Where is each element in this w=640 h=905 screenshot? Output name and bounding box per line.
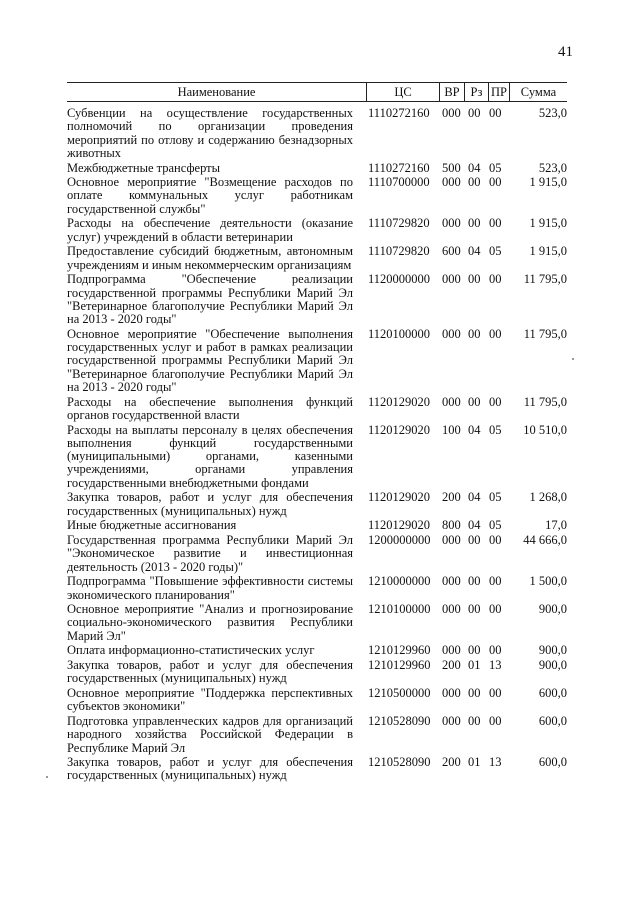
table-row	[67, 519, 571, 532]
row-rz: 00	[468, 574, 481, 589]
row-sum: 17,0	[545, 518, 567, 533]
row-sum: 900,0	[538, 643, 567, 658]
row-pr: 13	[489, 755, 502, 770]
row-vr: 600	[442, 244, 461, 259]
row-vr: 000	[442, 106, 461, 120]
row-sum: 1 915,0	[529, 216, 567, 231]
row-pr: 00	[489, 685, 502, 700]
row-pr: 00	[489, 394, 502, 409]
row-name: Оплата информационно-статистических услуг	[67, 643, 315, 658]
row-sum: 11 795,0	[523, 394, 567, 409]
table-row	[67, 644, 571, 657]
row-pr: 05	[489, 422, 502, 437]
page-number: 41	[558, 44, 573, 60]
row-name: Закупка товаров, работ и услуг для обеспечения государственных (муниципальных) нужд	[67, 755, 353, 783]
table-row	[67, 176, 571, 216]
row-sum: 1 500,0	[529, 574, 567, 589]
row-sum: 10 510,0	[523, 422, 567, 437]
row-vr: 100	[442, 422, 461, 437]
row-rz: 00	[468, 532, 481, 547]
row-rz: 00	[468, 394, 481, 409]
table-row	[67, 603, 571, 643]
row-vr: 000	[442, 643, 461, 658]
scan-speck	[572, 358, 574, 360]
row-rz: 04	[468, 518, 481, 533]
table-row	[67, 575, 571, 602]
row-pr: 00	[489, 175, 502, 190]
header-name: Наименование	[67, 83, 367, 101]
row-sum: 1 268,0	[529, 490, 567, 505]
row-sum: 523,0	[538, 160, 567, 175]
table-row	[67, 162, 571, 175]
row-rz: 00	[468, 685, 481, 700]
row-sum: 900,0	[538, 602, 567, 617]
row-name: Расходы на обеспечение деятельности (оказание услуг) учреждений в области ветеринарии	[67, 216, 353, 244]
table-row	[67, 756, 571, 783]
row-pr: 00	[489, 713, 502, 728]
row-cs: 1110700000	[368, 175, 430, 190]
row-rz: 00	[468, 326, 481, 341]
row-pr: 05	[489, 160, 502, 175]
row-name: Подпрограмма "Обеспечение реализации государственной программы Республики Марий Эл "Ветеринарное благополучие Республики Марий Эл на 2013 - 2020 годы"	[67, 272, 353, 327]
row-sum: 900,0	[538, 658, 567, 673]
row-sum: 600,0	[538, 755, 567, 770]
row-name: Расходы на выплаты персоналу в целях обеспечения выполнения функций государственными (муниципальными) органами, казенными учреждениями, органами управления государственными внебюджетными фондами	[67, 422, 353, 490]
row-cs: 1210129960	[368, 658, 431, 673]
row-sum: 1 915,0	[529, 244, 567, 259]
row-sum: 600,0	[538, 685, 567, 700]
row-rz: 00	[468, 713, 481, 728]
row-name: Закупка товаров, работ и услуг для обеспечения государственных (муниципальных) нужд	[67, 490, 353, 518]
row-vr: 000	[442, 326, 461, 341]
row-rz: 00	[468, 175, 481, 190]
row-vr: 000	[442, 532, 461, 547]
row-pr: 00	[489, 574, 502, 589]
row-sum: 523,0	[538, 106, 567, 120]
row-cs: 1120129020	[368, 490, 431, 505]
row-sum: 1 915,0	[529, 175, 567, 190]
row-rz: 01	[468, 658, 481, 673]
row-vr: 500	[442, 160, 461, 175]
row-pr: 00	[489, 106, 502, 120]
row-cs: 1120129020	[368, 394, 431, 409]
row-name: Предоставление субсидий бюджетным, автономным учреждениям и иным некоммерческим организациям	[67, 244, 353, 272]
row-cs: 1120100000	[368, 326, 431, 341]
row-cs: 1200000000	[368, 532, 431, 547]
row-vr: 000	[442, 602, 461, 617]
row-cs: 1110729820	[368, 244, 430, 259]
row-cs: 1110272160	[368, 106, 430, 120]
header-vr: ВР	[440, 83, 465, 101]
header-rz: Рз	[465, 83, 489, 101]
table-row	[67, 687, 571, 714]
row-sum: 11 795,0	[523, 272, 567, 287]
row-name: Иные бюджетные ассигнования	[67, 518, 237, 533]
row-vr: 200	[442, 755, 461, 770]
table-row	[67, 424, 571, 490]
table-row	[67, 107, 571, 160]
row-name: Субвенции на осуществление государственных полномочий по организации проведения мероприятий по отлову и содержанию безнадзорных животных	[67, 106, 353, 160]
row-sum: 11 795,0	[523, 326, 567, 341]
row-pr: 00	[489, 602, 502, 617]
row-rz: 00	[468, 643, 481, 658]
row-rz: 04	[468, 160, 481, 175]
table-row	[67, 491, 571, 518]
row-rz: 04	[468, 244, 481, 259]
header-cs: ЦС	[367, 83, 440, 101]
row-name: Основное мероприятие "Возмещение расходов по оплате коммунальных услуг работникам государственной службы"	[67, 175, 353, 216]
row-vr: 000	[442, 394, 461, 409]
row-pr: 00	[489, 272, 502, 287]
table-row	[67, 273, 571, 326]
header-pr: ПР	[489, 83, 510, 101]
row-pr: 05	[489, 244, 502, 259]
row-name: Основное мероприятие "Обеспечение выполнения государственных услуг и работ в рамках реализации государственной программы Республики Марий Эл "Ветеринарное благополучие Республики Марий Эл на 2013 - 2020 годы"	[67, 326, 353, 394]
row-name: Расходы на обеспечение выполнения функций органов государственной власти	[67, 394, 353, 422]
row-name: Закупка товаров, работ и услуг для обеспечения государственных (муниципальных) нужд	[67, 658, 353, 686]
row-pr: 05	[489, 490, 502, 505]
row-pr: 00	[489, 643, 502, 658]
row-vr: 200	[442, 490, 461, 505]
row-vr: 000	[442, 216, 461, 231]
row-cs: 1120129020	[368, 518, 431, 533]
table-row	[67, 534, 571, 574]
header-sum: Сумма	[520, 85, 557, 99]
row-sum: 600,0	[538, 713, 567, 728]
row-cs: 1210500000	[368, 685, 431, 700]
row-cs: 1210528090	[368, 713, 431, 728]
row-rz: 04	[468, 490, 481, 505]
row-name: Основное мероприятие "Поддержка перспективных субъектов экономики"	[67, 685, 353, 714]
row-rz: 00	[468, 602, 481, 617]
row-name: Основное мероприятие "Анализ и прогнозирование социально-экономического развития Республики Марий Эл"	[67, 602, 353, 643]
row-pr: 00	[489, 216, 502, 231]
row-cs: 1110272160	[368, 160, 430, 175]
row-rz: 00	[468, 106, 481, 120]
row-cs: 1210100000	[368, 602, 431, 617]
row-cs: 1120000000	[368, 272, 431, 287]
table-header	[67, 82, 567, 102]
table-row	[67, 245, 571, 272]
table-body	[67, 107, 571, 784]
row-pr: 00	[489, 326, 502, 341]
row-name: Подпрограмма "Повышение эффективности системы экономического планирования"	[67, 574, 353, 602]
row-rz: 00	[468, 272, 481, 287]
row-vr: 000	[442, 175, 461, 190]
row-rz: 04	[468, 422, 481, 437]
row-cs: 1210528090	[368, 755, 431, 770]
row-sum: 44 666,0	[523, 532, 567, 547]
row-rz: 00	[468, 216, 481, 231]
row-name: Подготовка управленческих кадров для организаций народного хозяйства Российской Федерации в Республике Марий Эл	[67, 713, 353, 755]
table-row	[67, 715, 571, 755]
table-row	[67, 328, 571, 394]
row-pr: 13	[489, 658, 502, 673]
row-name: Государственная программа Республики Марий Эл "Экономическое развитие и инвестиционная деятельность (2013 - 2020 годы)"	[67, 532, 353, 574]
table-row	[67, 659, 571, 686]
row-rz: 01	[468, 755, 481, 770]
row-cs: 1120129020	[368, 422, 431, 437]
row-pr: 00	[489, 532, 502, 547]
table-row	[67, 396, 571, 423]
row-cs: 1110729820	[368, 216, 430, 231]
row-vr: 800	[442, 518, 461, 533]
row-cs: 1210000000	[368, 574, 431, 589]
scan-speck	[46, 776, 48, 778]
row-vr: 000	[442, 272, 461, 287]
row-vr: 000	[442, 685, 461, 700]
row-vr: 000	[442, 574, 461, 589]
row-name: Межбюджетные трансферты	[67, 160, 221, 175]
row-cs: 1210129960	[368, 643, 431, 658]
row-vr: 200	[442, 658, 461, 673]
table-row	[67, 217, 571, 244]
row-pr: 05	[489, 518, 502, 533]
row-vr: 000	[442, 713, 461, 728]
